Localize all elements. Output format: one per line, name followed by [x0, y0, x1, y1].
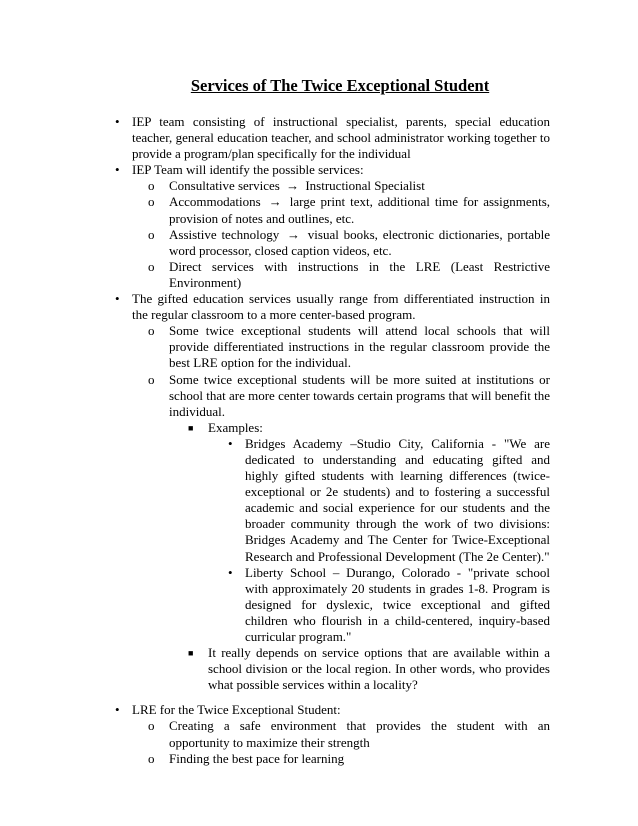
bullet-marker: •: [115, 162, 120, 178]
service-options-text: It really depends on service options that are available within a school division or the local region. In other words, who provides what possible services within a locality?: [208, 645, 550, 693]
consultative-detail: Instructional Specialist: [305, 178, 425, 194]
circle-marker: o: [148, 323, 155, 339]
list-item: [120, 227, 550, 259]
bullet-marker: •: [115, 702, 120, 718]
circle-marker: o: [148, 194, 155, 210]
local-schools-text: Some twice exceptional students will attend local schools that will provide differentiated instructions in the regular classroom provide the best LRE option for the individual.: [169, 323, 550, 371]
iep-team-text: IEP team consisting of instructional specialist, parents, special education teacher, general education teacher, and school administrator working together to provide a program/plan specifically for the individual: [132, 114, 550, 162]
list-item: [120, 718, 550, 750]
gifted-services-text: The gifted education services usually range from differentiated instruction in the regular classroom to a more center-based program.: [132, 291, 550, 323]
best-pace-text: Finding the best pace for learning: [169, 750, 345, 766]
arrow-icon: →: [286, 178, 300, 194]
identify-services-text: IEP Team will identify the possible services:: [132, 162, 364, 178]
circle-marker: o: [148, 371, 155, 387]
list-item: [120, 420, 550, 436]
lre-heading-text: LRE for the Twice Exceptional Student:: [132, 702, 341, 718]
circle-marker: o: [148, 226, 155, 242]
list-item: [120, 372, 550, 420]
assistive-label: Assistive technology: [169, 226, 280, 242]
list-item: [120, 259, 550, 291]
accommodations-label: Accommodations: [169, 194, 261, 210]
square-marker: ■: [188, 648, 194, 659]
list-item: [115, 702, 550, 718]
list-item: [120, 565, 550, 645]
institutions-text: Some twice exceptional students will be more suited at institutions or school that are more center towards certain programs that will benefit the individual.: [169, 371, 550, 419]
arrow-icon: →: [287, 226, 300, 242]
safe-environment-text: Creating a safe environment that provides the student with an opportunity to maximize their strength: [169, 718, 550, 750]
bullet-marker: •: [115, 291, 120, 307]
list-item: [120, 323, 550, 371]
bullet-marker: •: [228, 564, 233, 580]
list-item: [120, 178, 550, 194]
document-title: Services of The Twice Exceptional Student: [190, 76, 490, 95]
list-item: [120, 436, 550, 565]
accommodations-detail: large print text, additional time for assignments, provision of notes and outlines, etc.: [169, 194, 551, 226]
list-item: [115, 114, 550, 162]
examples-label: Examples:: [208, 419, 263, 435]
consultative-label: Consultative services: [169, 178, 280, 194]
spacer: [120, 693, 550, 702]
square-marker: ■: [188, 422, 194, 433]
list-item: [120, 751, 550, 767]
list-item: [120, 645, 550, 693]
bullet-marker: •: [115, 114, 120, 129]
bullet-marker: •: [228, 435, 233, 451]
circle-marker: o: [148, 178, 155, 194]
list-item: [115, 162, 550, 178]
circle-marker: o: [148, 258, 155, 274]
list-item: [115, 291, 550, 323]
liberty-school-text: Liberty School – Durango, Colorado - "private school with approximately 20 students in grades 1-8. Program is designed for dyslexic, twice exceptional and gifted children who flourish in a child-centered, inquiry-based curricular program.": [245, 564, 550, 644]
circle-marker: o: [148, 718, 155, 734]
assistive-detail: visual books, electronic dictionaries, portable word processor, closed caption videos, etc.: [169, 226, 550, 258]
arrow-icon: →: [268, 194, 282, 210]
list-item: [120, 194, 550, 226]
bridges-academy-text: Bridges Academy –Studio City, California - "We are dedicated to understanding and educating gifted and highly gifted students with learning differences (twice-exceptional or 2e students) and to fostering a successful academic and social experience for our students and the broader community through the work of two divisions: Bridges Academy and The Center for Twice-Exceptional Research and Professional Development (The 2e Center).": [245, 435, 550, 564]
document-body: [115, 114, 551, 767]
direct-services-text: Direct services with instructions in the LRE (Least Restrictive Environment): [169, 258, 550, 290]
circle-marker: o: [148, 750, 155, 766]
